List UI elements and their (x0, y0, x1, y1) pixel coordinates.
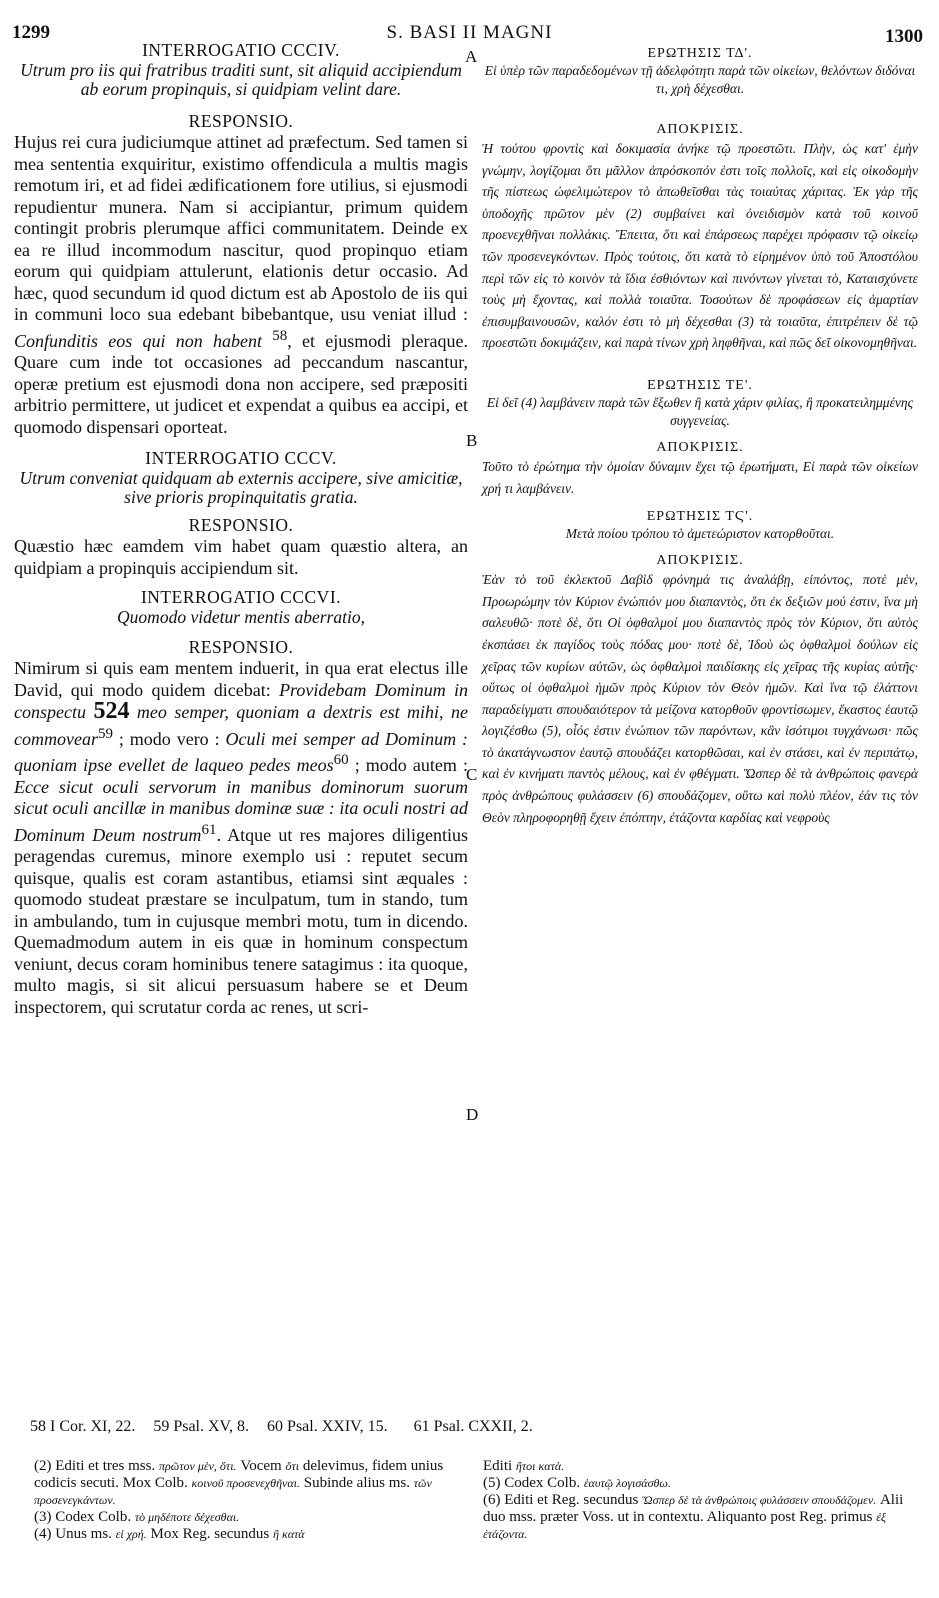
critical-notes-right (483, 1458, 923, 1543)
question-text: Μετὰ ποίου τρόπου τὸ ἀμετεώριστον κατορθοῦται. (565, 526, 835, 542)
response-heading: RESPONSIO. (188, 111, 294, 131)
response-text: Quæstio hæc eamdem vim habet quam quæstio altera, an quidpiam a propinquis accipiendum sit. (14, 536, 468, 578)
critical-notes-left (34, 1458, 474, 1543)
margin-letter-b: B (466, 431, 478, 450)
response-heading: RESPONSIO. (188, 515, 294, 535)
section-heading: ΕΡΩΤΗΣΙΣ ΤϚ'. (646, 509, 754, 525)
margin-letter-d: D (466, 1105, 479, 1124)
note: (5) Codex Colb. ἑαυτῷ λογισάσθω. (483, 1475, 671, 1491)
running-title: S. BASI II MAGNI (386, 22, 553, 43)
margin-letter-a: A (465, 47, 478, 66)
response-text: Nimirum si quis eam mentem induerit, in qua erat electus ille David, qui modo quidem dicebat: Providebam Dominum in conspectu 524 meo semper, quoniam a dextris est mihi, ne commovear$^{59}$ ; modo vero : Oculi mei semper ad Dominum : quoniam ipse evellet de laqueo pedes meos$^{60}$ ; modo autem : Ecce sicut oculi servorum in manibus dominorum suorum sicut oculi ancillæ in manibus dominæ suæ : ita oculi nostri ad Dominum Deum nostrum$^{61}$. Atque ut res majores diligentius peragendas curemus, minore exemplo usi : reputet secum quisque, qualis est coram astantibus, etiamsi sint æquales : quomodo studeat præstare se inculpatum, tum in stando, tum in ambulando, tum in cujusque membri motu, tum in dicendo. Quemadmodum autem in eis quæ in hominum conspectum veniunt, decus coram hominibus tenere satagimus : ita quoque, multo magis, si sit alicui persuasum habere se et Deum inspectorem, qui scrutatur corda ac renes, ut scri- (14, 658, 469, 1017)
note: (6) Editi et Reg. secundus Ὥσπερ δὲ τὰ ἀνθρώποις φυλάσσειν σπουδάζομεν. Alii duo mss. præter Voss. ut in contextu. Aliquanto post Reg. primus ἐξ ἐτάζοντα. (483, 1492, 904, 1541)
footnote: 59 Psal. XV, 8. (153, 1418, 250, 1435)
note: (4) Unus ms. εἰ χρή. Mox Reg. secundus ἢ κατὰ (34, 1526, 305, 1542)
section-heading: ΕΡΩΤΗΣΙΣ ΤΕ'. (647, 377, 753, 393)
section-heading: INTERROGATIO CCCV. (145, 448, 337, 468)
page-number-left: 1299 (12, 22, 50, 43)
footnote: 60 Psal. XXIV, 15. (267, 1418, 388, 1435)
note: (3) Codex Colb. τὸ μηδέποτε δέχεσθαι. (34, 1509, 240, 1525)
section-heading: INTERROGATIO CCCIV. (142, 40, 340, 60)
column-number: 524 (93, 698, 130, 724)
question-text: Utrum pro iis qui fratribus traditi sunt, sit aliquid accipiendum ab eorum propinquis, si quidpiam velint dare. (20, 60, 462, 99)
response-heading: RESPONSIO. (188, 637, 294, 657)
latin-column (14, 40, 468, 1018)
scripture-footnotes (30, 1418, 910, 1436)
margin-letter-c: C (466, 765, 478, 784)
question-text: Εἰ ὑπὲρ τῶν παραδεδομένων τῇ ἀδελφότητι παρὰ τῶν οἰκείων, θελόντων διδόναι τι, χρὴ δέχεσθαι. (484, 63, 916, 96)
response-text: Τοῦτο τὸ ἐρώτημα τὴν ὁμοίαν δύναμιν ἔχει τῷ ἐρωτήματι, Εἰ παρὰ τῶν οἰκείων χρή τι λαμβάνειν. (482, 458, 918, 496)
response-heading: ΑΠΟΚΡΙΣΙΣ. (656, 439, 744, 455)
question-text: Utrum conveniat quidquam ab externis accipere, sive amicitiæ, sive prioris propinquitatis gratia. (19, 468, 463, 507)
footnote: 61 Psal. CXXII, 2. (413, 1418, 533, 1435)
response-text: Ἐὰν τὸ τοῦ ἐκλεκτοῦ Δαβὶδ φρόνημά τις ἀναλάβῃ, εἰπόντος, ποτὲ μὲν, Προωρώμην τὸν Κύριον ἐνώπιόν μου διαπαντὸς, ὅτι ἐκ δεξιῶν μού ἐστιν, ἵνα μὴ σαλευθῶ· ποτὲ δὲ, ὅτι Οἱ ὀφθαλμοί μου διαπαντὸς πρὸς τὸν Κύριον, ὅτι αὐτὸς ἐκσπάσει ἐκ παγίδος τοὺς πόδας μου· ποτὲ δὲ, Ἰδοὺ ὡς ὀφθαλμοὶ δούλων εἰς χεῖρας τῶν κυρίων αὐτῶν, ὡς ὀφθαλμοὶ παιδίσκης εἰς χεῖρας τῆς κυρίας αὐτῆς· οὕτως οἱ ὀφθαλμοὶ ἡμῶν πρὸς Κύριον τὸν Θεὸν ἡμῶν. Καὶ ἵνα τῷ ἐλάττονι παραδείγματι σπουδαιότερον τὰ μείζονα κατορθοῦν φροντίσωμεν, ἕκαστος ἑαυτῷ λογιζέσθω (5), οἷός ἐστιν ἐνώπιον τῶν παρόντων, κἂν ἰσότιμοι τυγχάνωσι· πῶς τὸ ἀκατάγνωστον ἑαυτῷ σπουδάζει κατορθῶσαι, καὶ ἐν στάσει, καὶ ἐν περιπάτῳ, καὶ ἐν κινήματι παντὸς μέλους, καὶ ἐν φθέγματι. Ὥσπερ δὲ τὰ ἀνθρώποις φανερὰ πρὸς ἀνθρώπους φυλάσσειν (6) σπουδάζομεν, οὕτω καὶ πολὺ πλέον, ἐάν τις τὸν Θεὸν πληροφορηθῇ ἔχειν ἐπόπτην, ἐτάζοντα καρδίας καὶ νεφροὺς (482, 572, 918, 825)
footnote: 58 I Cor. XI, 22. (30, 1418, 136, 1435)
response-heading: ΑΠΟΚΡΙΣΙΣ. (656, 122, 744, 137)
note: (2) Editi et tres mss. πρῶτον μὲν, ὅτι. Vocem ὅτι delevimus, fidem unius codicis secuti. Mox Colb. κοινοῦ προσενεχθῆναι. Subinde alius ms. τῶν προσενεγκάντων. (34, 1458, 444, 1507)
section-heading: INTERROGATIO CCCVI. (140, 587, 342, 607)
page-number-right: 1300 (885, 26, 923, 47)
response-text: Ἡ τούτου φροντὶς καὶ δοκιμασία ἀνήκε τῷ προεστῶτι. Πλὴν, ὡς κατ' ἐμὴν γνώμην, λογίζομαι ὅτι μᾶλλον ἀπρόσκοπόν ἐστι τοῖς πολλοῖς, καὶ εἰς οἰκοδομὴν τῆς πίστεως ὠφελιμώτερον τὸ ἀπωθεῖσθαι τὰς τοιαύτας χάριτας. Ἐκ γὰρ τῆς ὑποδοχῆς πρῶτον μὲν (2) συμβαίνει καὶ ὀνειδισμὸν κατὰ τοῦ κοινοῦ προενεχθῆναι πολλάκις. Ἔπειτα, ὅτι καὶ ἐπάρσεως παρέχει πρόφασιν τῷ οἰκείῳ τῶν προσενεγκόντων. Πρὸς τούτοις, ὅτι κατὰ τὸ εἰρημένον ὑπὸ τοῦ Ἀποστόλου περὶ τῶν εἰς τὸ κοινὸν τὰ ἴδια ἐσθιόντων καὶ πινόντων γίνεται τὸ, Καταισχύνετε τοὺς μὴ ἔχοντας, καὶ πολλὰ τοιαῦτα. Τοσούτων δὲ προφάσεων εἰς ἁμαρτίαν ἐπισυμβαινουσῶν, καλόν ἐστι τὸ μὴ δέχεσθαι (3) τὰ τοιαῦτα, ἐπιτρέπειν δὲ τῷ προεστῶτι δοκιμάζειν, καὶ παρὰ τίνων χρὴ ληφθῆναι, καὶ πῶς δεῖ οἰκονομηθῆναι. (482, 141, 918, 351)
response-heading: ΑΠΟΚΡΙΣΙΣ. (656, 553, 744, 569)
section-heading: ΕΡΩΤΗΣΙΣ ΤΔ'. (647, 46, 753, 61)
greek-column (482, 46, 918, 828)
response-text: Hujus rei cura judiciumque attinet ad præfectum. Sed tamen si mea sententia exquiritur, existimo offendicula a multis magis remotum iri, et ad fidei ædificationem fore utilius, si ejusmodi repudientur munera. Nam si accipiantur, primum quidem contingit probris plerumque affici communitatem. Deinde ex ea re illud incommodum nascitur, quod propinquo etiam eorum qui quidpiam attulerunt, elationis detur occasio. Ad hæc, quod secundum id quod dictum est ab Apostolo de iis qui in communi loco sua edebant bibebantque, usu veniat illud : Confunditis eos qui non habent $^{58}$, et ejusmodi pleraque. Quare cum inde tot occasiones ad peccandum nascantur, operæ pretium est ejusmodi dona non accipere, sed præpositi arbitrio permittere, ut judicet et expendat a quibus ea accipi, et quomodo dispensari oporteat. (14, 132, 469, 437)
note: Editi ἤτοι κατὰ. (483, 1458, 565, 1474)
question-text: Quomodo videtur mentis aberratio, (117, 607, 365, 627)
question-text: Εἰ δεῖ (4) λαμβάνειν παρὰ τῶν ἔξωθεν ἢ κατὰ χάριν φιλίας, ἢ προκατειλημμένης συγγενείας. (486, 394, 914, 428)
